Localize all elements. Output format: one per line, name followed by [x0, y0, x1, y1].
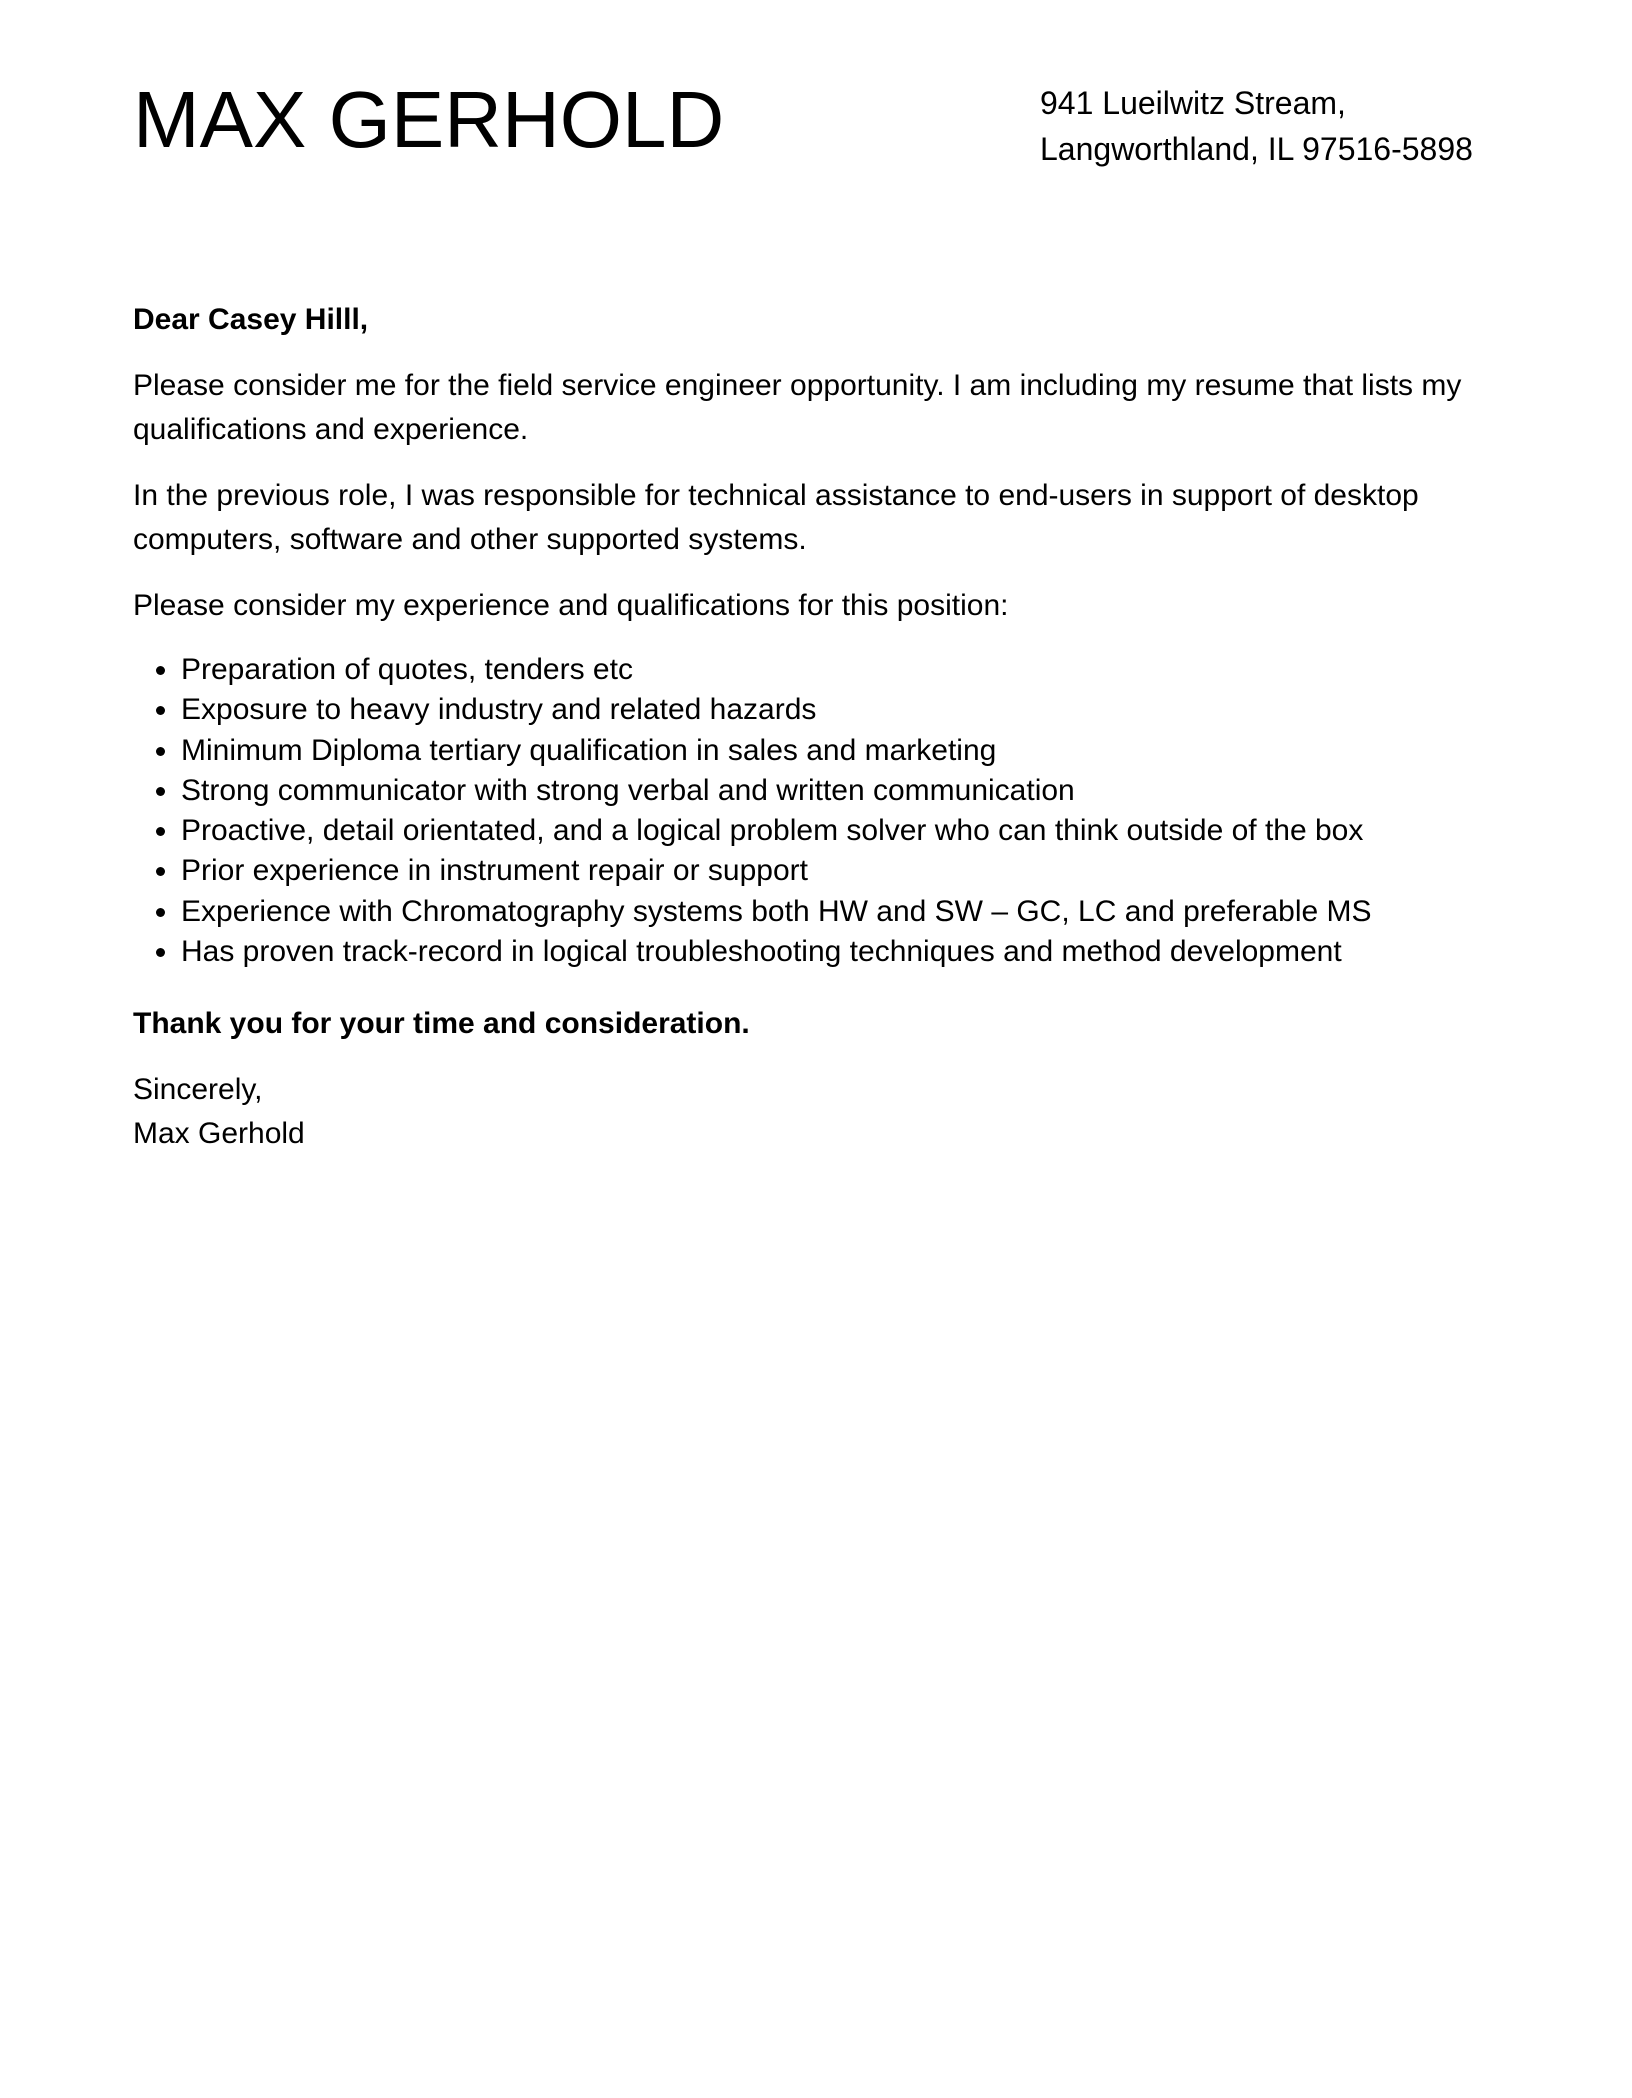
address-line-1: 941 Lueilwitz Stream, [1040, 85, 1346, 121]
greeting: Dear Casey Hilll, [133, 303, 369, 336]
applicant-name: MAX GERHOLD [133, 75, 725, 164]
list-item: Strong communicator with strong verbal and written communication [133, 771, 1503, 811]
paragraph-previous-role: In the previous role, I was responsible for technical assistance to end-users in support of desktop computers, software and other supported systems. [133, 479, 1419, 556]
thank-you-line: Thank you for your time and consideration. [133, 1007, 750, 1041]
list-item: Preparation of quotes, tenders etc [133, 650, 1503, 690]
list-item: Has proven track-record in logical troubleshooting techniques and method development [133, 932, 1503, 972]
qualifications-list [133, 650, 1503, 972]
address-line-2: Langworthland, IL 97516-5898 [1040, 131, 1473, 167]
paragraph-qualifications-lead: Please consider my experience and qualifications for this position: [133, 589, 1009, 622]
letter-body [133, 298, 1503, 1156]
list-item: Exposure to heavy industry and related hazards [133, 690, 1503, 730]
signature-name: Max Gerhold [133, 1117, 305, 1151]
paragraph-intro: Please consider me for the field service engineer opportunity. I am including my resume that lists my qualifications and experience. [133, 369, 1462, 446]
list-item: Proactive, detail orientated, and a logical problem solver who can think outside of the box [133, 811, 1503, 851]
signoff [133, 1068, 1503, 1156]
list-item: Experience with Chromatography systems both HW and SW – GC, LC and preferable MS [133, 892, 1503, 932]
list-item: Minimum Diploma tertiary qualification in sales and marketing [133, 731, 1503, 771]
address-block [1040, 80, 1473, 172]
closing: Sincerely, [133, 1073, 263, 1107]
list-item: Prior experience in instrument repair or support [133, 851, 1503, 891]
